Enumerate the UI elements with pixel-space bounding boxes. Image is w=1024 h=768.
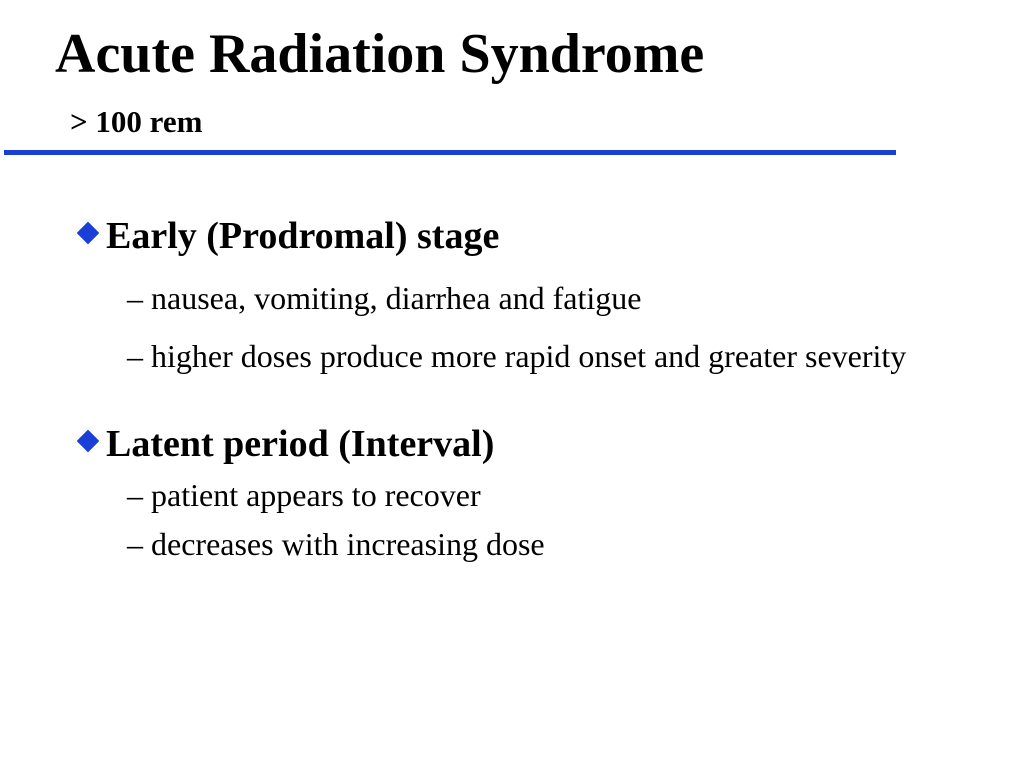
bullet-latent-period bbox=[74, 422, 494, 466]
diamond-icon bbox=[77, 222, 100, 245]
bullet-early-stage bbox=[74, 214, 499, 258]
sub-bullet: – higher doses produce more rapid onset and greater severity bbox=[127, 338, 907, 374]
bullet-label: Early (Prodromal) stage bbox=[106, 215, 500, 257]
bullet-label: Latent period (Interval) bbox=[106, 423, 495, 465]
slide-subtitle: > 100 rem bbox=[70, 104, 203, 139]
sub-bullet: – nausea, vomiting, diarrhea and fatigue bbox=[127, 280, 642, 316]
slide-title: Acute Radiation Syndrome bbox=[55, 23, 705, 85]
title-divider bbox=[4, 150, 896, 155]
sub-bullet: – patient appears to recover bbox=[127, 477, 481, 513]
sub-bullet: – decreases with increasing dose bbox=[127, 526, 545, 562]
diamond-icon bbox=[77, 430, 100, 453]
